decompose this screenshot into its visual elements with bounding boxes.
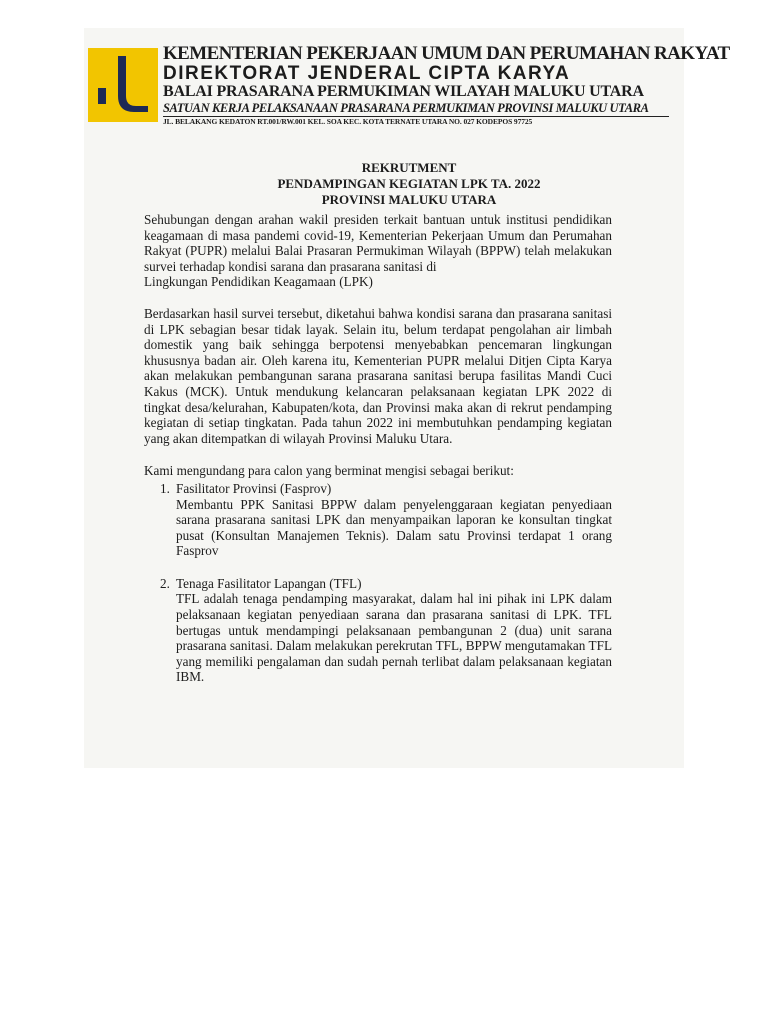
list-item-number: 2. — [160, 575, 170, 591]
paragraph-intro — [144, 212, 612, 290]
document-title — [144, 160, 674, 208]
office-name: BALAI PRASARANA PERMUKIMAN WILAYAH MALUKU UTARA — [163, 83, 644, 100]
ministry-name: KEMENTERIAN PEKERJAAN UMUM DAN PERUMAHAN RAKYAT — [163, 43, 730, 64]
position-list — [144, 481, 612, 685]
work-unit-name: SATUAN KERJA PELAKSANAAN PRASARANA PERMUKIMAN PROVINSI MALUKU UTARA — [163, 102, 669, 117]
document-body — [144, 212, 612, 685]
position-name: Tenaga Fasilitator Lapangan (TFL) — [176, 575, 362, 591]
list-item — [144, 481, 612, 559]
position-description: TFL adalah tenaga pendamping masyarakat, dalam hal ini pihak ini LPK dalam pelaksanaan kegiatan penyediaan sarana dan prasarana sanitasi di LPK. TFL bertugas untuk mendampingi pelaksanaan pembangunan 2 (dua) unit sarana prasarana sanitasi. Dalam melakukan perekrutan TFL, BPPW mengutamakan TFL yang memiliki pengalaman dan sudah pernah terlibat dalam pelaksanaan kegiatan IBM. — [176, 591, 612, 685]
letterhead — [163, 43, 730, 126]
title-line-2: PENDAMPINGAN KEGIATAN LPK TA. 2022 — [277, 176, 541, 191]
office-address: JL. BELAKANG KEDATON RT.001/RW.001 KEL. SOA KEC. KOTA TERNATE UTARA NO. 027 KODEPOS 97725 — [163, 116, 533, 126]
list-item-number: 1. — [160, 480, 170, 496]
list-item — [144, 576, 612, 685]
paragraph-invitation: Kami mengundang para calon yang berminat mengisi sebagai berikut: — [144, 463, 514, 479]
paragraph-background: Berdasarkan hasil survei tersebut, diketahui bahwa kondisi sarana dan prasarana sanitasi di LPK sebagian besar tidak layak. Selain itu, belum terdapat pengolahan air limbah domestik yang baik sehingga berpotensi menyebabkan pencemaran lingkungan khususnya badan air. Oleh karena itu, Kementerian PUPR melalui Ditjen Cipta Karya akan melakukan pembangunan sarana prasarana sanitasi berupa fasilitas Mandi Cuci Kakus (MCK). Untuk mendukung kelancaran pelaksanaan kegiatan LPK 2022 di tingkat desa/kelurahan, Kabupaten/kota, dan Provinsi maka akan di rekrut pendamping kegiatan di setiap tingkatan. Pada tahun 2022 ini membutuhkan pendamping kegiatan yang akan ditempatkan di wilayah Provinsi Maluku Utara. — [144, 305, 612, 446]
paragraph-intro-end: Lingkungan Pendidikan Keagamaan (LPK) — [144, 274, 373, 290]
pupr-logo-icon — [88, 48, 158, 122]
title-line-1: REKRUTMENT — [361, 160, 457, 175]
title-line-3: PROVINSI MALUKU UTARA — [321, 192, 497, 207]
logo-mark-small — [98, 88, 106, 104]
directorate-name: DIREKTORAT JENDERAL CIPTA KARYA — [163, 63, 571, 84]
position-description: Membantu PPK Sanitasi BPPW dalam penyelenggaraan kegiatan penyediaan sarana prasarana sanitasi LPK dan menyampaikan laporan ke konsultan tingkat pusat (Konsultan Manajemen Teknis). Dalam satu Provinsi terdapat 1 orang Fasprov — [176, 496, 612, 559]
paragraph-intro-text: Sehubungan dengan arahan wakil presiden terkait bantuan untuk institusi pendidikan keagamaan di masa pandemi covid-19, Kementerian Pekerjaan Umum dan Perumahan Rakyat (PUPR) melalui Balai Prasaran Permukiman Wilayah (BPPW) telah melakukan survei terhadap kondisi sarana dan prasarana sanitasi di — [144, 212, 612, 274]
position-name: Fasilitator Provinsi (Fasprov) — [176, 480, 332, 496]
